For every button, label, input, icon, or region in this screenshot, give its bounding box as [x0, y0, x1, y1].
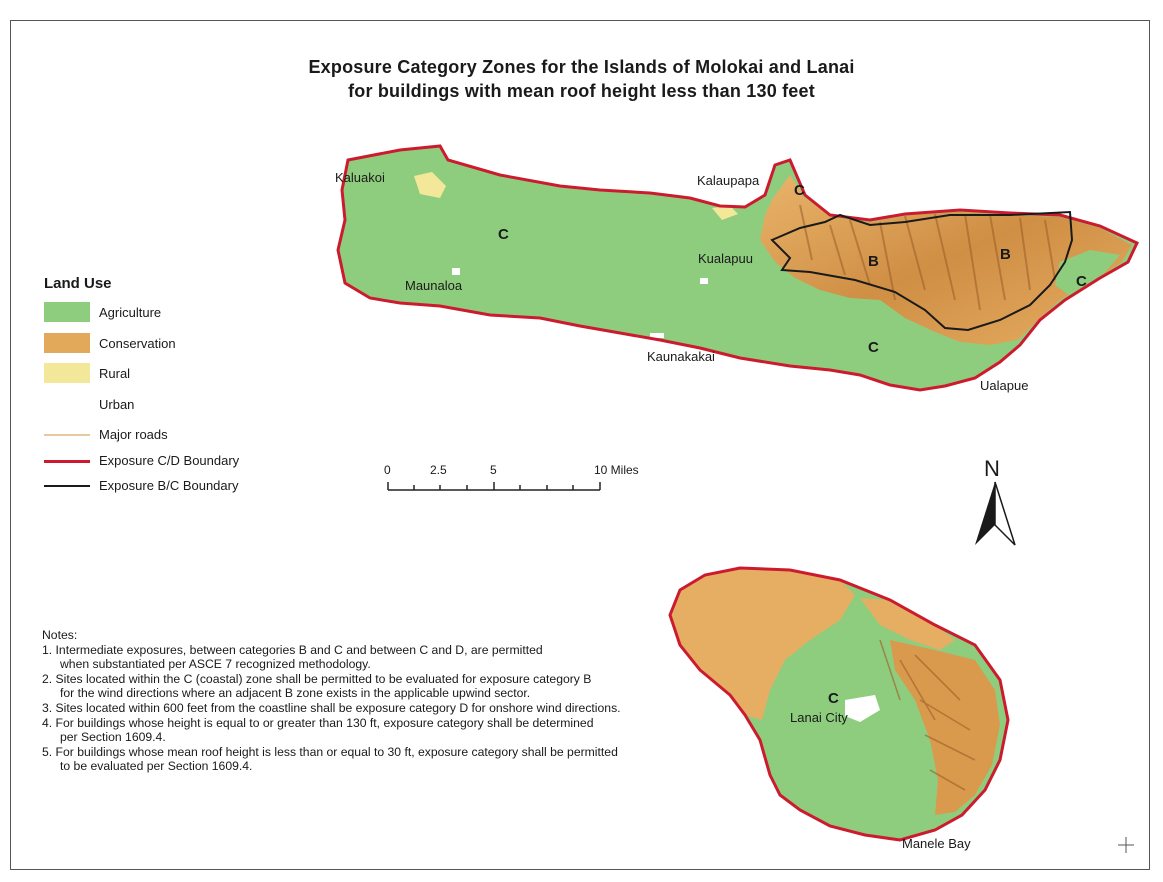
legend-item-major-roads — [44, 424, 304, 446]
major-roads-line-swatch — [44, 434, 90, 436]
label-kualapuu: Kualapuu — [698, 251, 753, 266]
label-ualapue: Ualapue — [980, 378, 1029, 393]
label-maunaloa: Maunaloa — [405, 278, 463, 293]
urban-patch-maunaloa — [452, 268, 460, 275]
legend-label: Agriculture — [99, 305, 162, 320]
note-1-line-2: when substantiated per ASCE 7 recognized methodology. — [60, 657, 371, 672]
scale-label-5: 5 — [490, 463, 497, 477]
note-5-line-1: 5. For buildings whose mean roof height is less than or equal to 30 ft, exposure category shall be permitted — [42, 744, 618, 759]
notes-header: Notes: — [42, 628, 78, 642]
cd-boundary-line-swatch — [44, 460, 90, 463]
agriculture-swatch — [44, 302, 90, 322]
note-4-line-2: per Section 1609.4. — [60, 730, 166, 745]
zone-label-c-south: C — [868, 339, 879, 356]
zone-label-c-west: C — [498, 226, 509, 243]
note-4-line-1: 4. For buildings whose height is equal to or greater than 130 ft, exposure category shall be determined — [42, 715, 594, 730]
label-kaluakoi: Kaluakoi — [335, 170, 385, 185]
legend-label: Urban — [99, 397, 135, 412]
legend-label: Major roads — [99, 427, 168, 442]
legend-item-rural — [44, 363, 304, 385]
legend-item-agriculture — [44, 302, 304, 324]
urban-swatch — [44, 394, 90, 414]
legend-label: Rural — [99, 366, 131, 381]
note-1-line-1: 1. Intermediate exposures, between categories B and C and between C and D, are permitted — [42, 642, 543, 657]
scale-bar — [388, 482, 600, 490]
legend-item-conservation — [44, 333, 304, 355]
bc-boundary-line-swatch — [44, 485, 90, 487]
scale-label-10-miles: 10 Miles — [594, 463, 639, 477]
map-title-line-2: for buildings with mean roof height less than 130 feet — [348, 81, 815, 101]
label-manele-bay: Manele Bay — [902, 836, 971, 851]
zone-label-b-east: B — [1000, 246, 1011, 263]
urban-patch-kualapuu — [700, 278, 708, 284]
legend-item-bc-boundary — [44, 475, 304, 497]
zone-label-c-kalaupapa: C — [794, 182, 805, 199]
scale-label-0: 0 — [384, 463, 391, 477]
note-2-line-2: for the wind directions where an adjacent B zone exists in the applicable upwind sector. — [60, 686, 531, 701]
zone-label-b-west: B — [868, 253, 879, 270]
legend-title: Land Use — [44, 275, 112, 292]
crosshair-icon — [1118, 837, 1134, 853]
legend-item-cd-boundary — [44, 450, 304, 472]
note-5-line-2: to be evaluated per Section 1609.4. — [60, 759, 253, 774]
north-label: N — [984, 456, 1000, 481]
legend-item-urban — [44, 394, 304, 416]
map-title-line-1: Exposure Category Zones for the Islands of Molokai and Lanai — [308, 57, 855, 77]
label-lanai-city: Lanai City — [790, 710, 848, 725]
rural-swatch — [44, 363, 90, 383]
legend-label: Conservation — [99, 336, 176, 351]
label-kalaupapa: Kalaupapa — [697, 173, 760, 188]
zone-label-c-east: C — [1076, 273, 1087, 290]
label-kaunakakai: Kaunakakai — [647, 349, 715, 364]
notes-block — [42, 628, 782, 774]
scale-label-2-5: 2.5 — [430, 463, 447, 477]
note-3: 3. Sites located within 600 feet from the coastline shall be exposure category D for onshore wind directions. — [42, 700, 621, 715]
legend-label: Exposure B/C Boundary — [99, 478, 239, 493]
conservation-swatch — [44, 333, 90, 353]
note-2-line-1: 2. Sites located within the C (coastal) zone shall be permitted to be evaluated for exposure category B — [42, 671, 592, 686]
zone-label-c-lanai: C — [828, 690, 839, 707]
north-arrow-icon — [975, 482, 1015, 545]
legend-label: Exposure C/D Boundary — [99, 453, 240, 468]
